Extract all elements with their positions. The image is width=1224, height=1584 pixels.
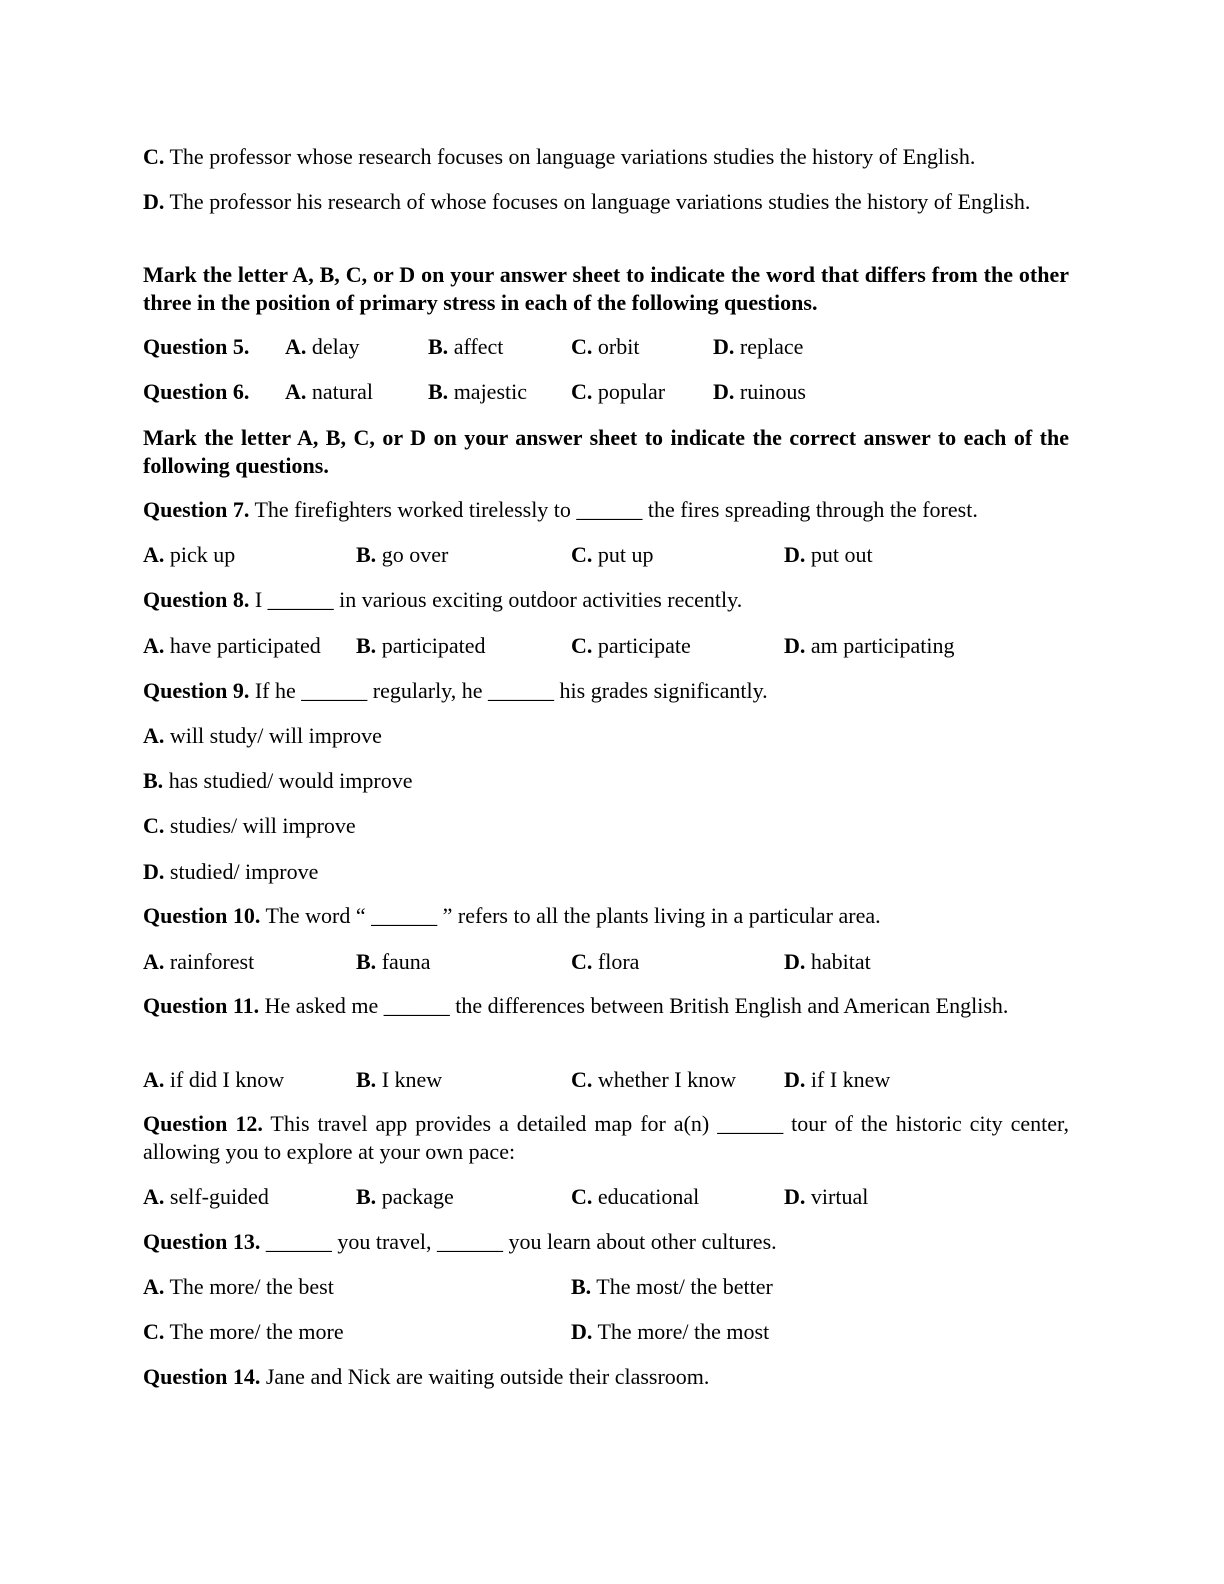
option-c: C. orbit	[571, 334, 640, 359]
option-d: D. The more/ the most	[571, 1319, 770, 1344]
option-b: B. affect	[428, 334, 504, 359]
option-c: C. whether I know	[571, 1067, 736, 1092]
option-c: C. popular	[571, 379, 666, 404]
question-7-options	[143, 541, 1069, 569]
question-label: Question 6.	[143, 379, 250, 404]
option-c: C. educational	[571, 1184, 700, 1209]
option-c: C. studies/ will improve	[143, 813, 356, 838]
option-a: A. rainforest	[143, 949, 255, 974]
option-a: A. delay	[285, 334, 360, 359]
option-b: B. majestic	[428, 379, 527, 404]
question-13-stem: Question 13. ______ you travel, ______ you learn about other cultures.	[143, 1229, 777, 1254]
question-14-stem: Question 14. Jane and Nick are waiting outside their classroom.	[143, 1364, 710, 1389]
option-d: D. put out	[784, 542, 873, 567]
option-b: B. has studied/ would improve	[143, 768, 413, 793]
option-d-continued: D. The professor his research of whose focuses on language variations studies the history of English.	[143, 189, 1031, 214]
question-6	[143, 378, 1069, 406]
question-9-stem: Question 9. If he ______ regularly, he ______ his grades significantly.	[143, 678, 768, 703]
question-7-stem: Question 7. The firefighters worked tirelessly to ______ the fires spreading through the forest.	[143, 497, 978, 522]
option-d: D. studied/ improve	[143, 859, 319, 884]
option-d: D. replace	[713, 334, 804, 359]
question-10-options	[143, 948, 1069, 976]
question-11-options	[143, 1066, 1069, 1094]
option-b: B. I knew	[356, 1067, 443, 1092]
option-c: C. put up	[571, 542, 654, 567]
question-8-options	[143, 632, 1069, 660]
option-b: B. package	[356, 1184, 454, 1209]
correct-answer-instruction: Mark the letter A, B, C, or D on your answer sheet to indicate the correct answer to each of the following questions.	[143, 425, 1069, 478]
option-a: A. pick up	[143, 542, 236, 567]
question-13-options-row1	[143, 1273, 1069, 1301]
option-b: B. go over	[356, 542, 449, 567]
stress-instruction: Mark the letter A, B, C, or D on your answer sheet to indicate the word that differs from the other three in the position of primary stress in each of the following questions.	[143, 262, 1069, 315]
question-10-stem: Question 10. The word “ ______ ” refers to all the plants living in a particular area.	[143, 903, 881, 928]
option-a: A. have participated	[143, 633, 321, 658]
option-d: D. am participating	[784, 633, 955, 658]
option-b: B. participated	[356, 633, 486, 658]
option-c-continued: C. The professor whose research focuses on language variations studies the history of English.	[143, 144, 976, 169]
question-12-options	[143, 1183, 1069, 1211]
option-c: C. The more/ the more	[143, 1319, 344, 1344]
option-b: B. fauna	[356, 949, 431, 974]
option-a: A. if did I know	[143, 1067, 285, 1092]
question-12-stem: Question 12. This travel app provides a detailed map for a(n) ______ tour of the historic city center, allowing you to explore at your own pace:	[143, 1111, 1069, 1164]
option-b: B. The most/ the better	[571, 1274, 773, 1299]
option-d: D. if I knew	[784, 1067, 891, 1092]
question-8-stem: Question 8. I ______ in various exciting outdoor activities recently.	[143, 587, 743, 612]
option-a: A. The more/ the best	[143, 1274, 334, 1299]
question-11-stem: Question 11. He asked me ______ the differences between British English and American English.	[143, 993, 1009, 1018]
option-d: D. habitat	[784, 949, 871, 974]
question-13-options-row2	[143, 1318, 1069, 1346]
option-c: C. participate	[571, 633, 691, 658]
option-d: D. ruinous	[713, 379, 806, 404]
option-d: D. virtual	[784, 1184, 869, 1209]
option-c: C. flora	[571, 949, 640, 974]
option-a: A. will study/ will improve	[143, 723, 382, 748]
question-label: Question 5.	[143, 334, 250, 359]
option-a: A. self-guided	[143, 1184, 269, 1209]
option-a: A. natural	[285, 379, 373, 404]
question-5	[143, 333, 1069, 361]
